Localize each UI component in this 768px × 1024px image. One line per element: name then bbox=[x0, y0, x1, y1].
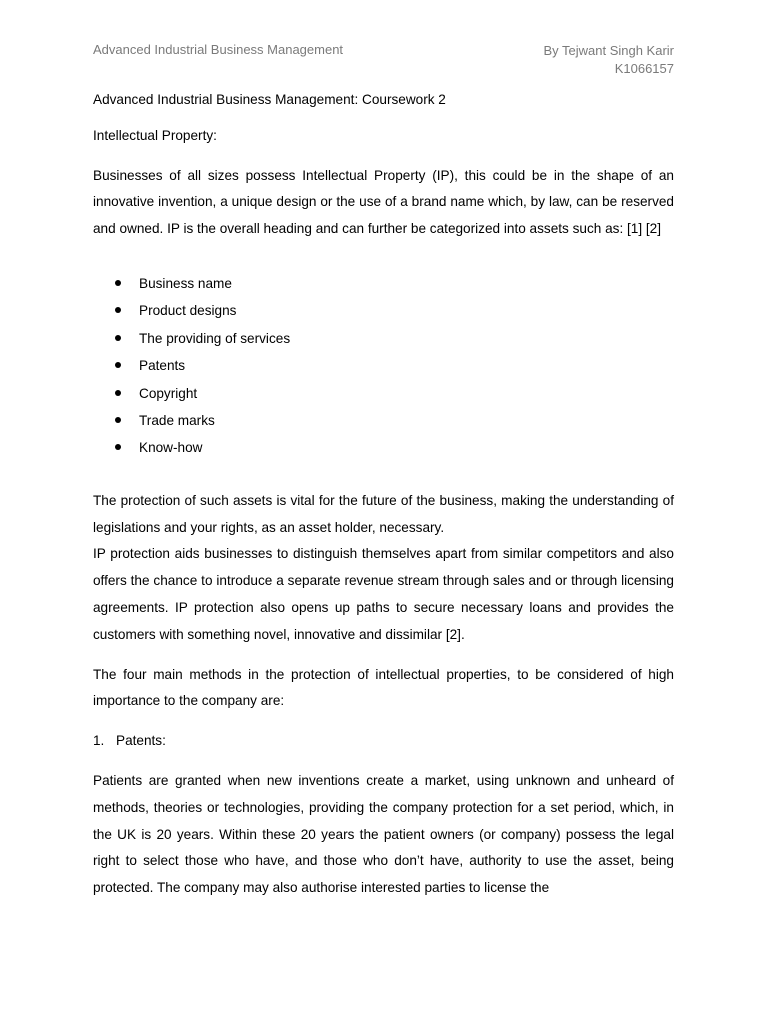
numbered-heading-text: Patents: bbox=[116, 733, 166, 749]
bullet-icon bbox=[115, 307, 121, 313]
list-item bbox=[93, 380, 674, 407]
paragraph-intro: Businesses of all sizes possess Intellectual Property (IP), this could be in the shape of an innovative invention, a unique design or the use of a brand name which, by law, can be reserved and owned. IP is the overall heading and can further be categorized into assets such as: [1] [2] bbox=[93, 167, 674, 237]
document-body bbox=[93, 87, 674, 902]
bullet-icon bbox=[115, 417, 121, 423]
list-item bbox=[93, 270, 674, 297]
page-header bbox=[93, 42, 674, 78]
numbered-heading bbox=[93, 728, 674, 755]
header-course-name: Advanced Industrial Business Management bbox=[93, 42, 344, 57]
document-title: Advanced Industrial Business Management: Coursework 2 bbox=[93, 92, 446, 107]
bullet-icon bbox=[115, 390, 121, 396]
section-heading: Intellectual Property: bbox=[93, 127, 217, 143]
list-item bbox=[93, 325, 674, 352]
list-item-text: Product designs bbox=[139, 303, 237, 319]
list-item-text: Copyright bbox=[139, 385, 198, 401]
list-item-text: Trade marks bbox=[139, 413, 215, 429]
list-item bbox=[93, 297, 674, 324]
list-item-text: The providing of services bbox=[139, 330, 291, 346]
header-author-block bbox=[543, 42, 674, 78]
list-number: 1. bbox=[93, 733, 105, 749]
list-item-text: Business name bbox=[139, 275, 232, 291]
paragraph-protection: The protection of such assets is vital for the future of the business, making the understanding of legislations and your rights, as an asset holder, necessary. bbox=[93, 492, 674, 535]
bullet-icon bbox=[115, 280, 121, 286]
list-item bbox=[93, 434, 674, 461]
list-item-text: Know-how bbox=[139, 440, 203, 456]
header-student-id: K1066157 bbox=[614, 61, 674, 76]
list-item-text: Patents bbox=[139, 358, 186, 374]
paragraph-methods-intro: The four main methods in the protection of intellectual properties, to be considered of high importance to the company are: bbox=[93, 666, 674, 709]
header-author: By Tejwant Singh Karir bbox=[543, 43, 674, 58]
bullet-icon bbox=[115, 362, 121, 368]
list-item bbox=[93, 407, 674, 434]
bullet-icon bbox=[115, 335, 121, 341]
bullet-icon bbox=[115, 444, 121, 450]
asset-bullet-list bbox=[93, 270, 674, 462]
paragraph-patents: Patients are granted when new inventions create a market, using unknown and unheard of methods, theories or technologies, providing the company protection for a set period, which, in the UK is 20 years. Within these 20 years the patient owners (or company) possess the legal right to select those who have, and those who don’t have, authority to use the asset, being protected. The company may also authorise interested parties to license the bbox=[93, 773, 674, 896]
paragraph-benefits: IP protection aids businesses to distinguish themselves apart from similar competitors and also offers the chance to introduce a separate revenue stream through sales and or through licensing agreements. IP protection also opens up paths to secure necessary loans and provides the customers with something novel, innovative and dissimilar [2]. bbox=[93, 546, 674, 642]
list-item bbox=[93, 352, 674, 379]
